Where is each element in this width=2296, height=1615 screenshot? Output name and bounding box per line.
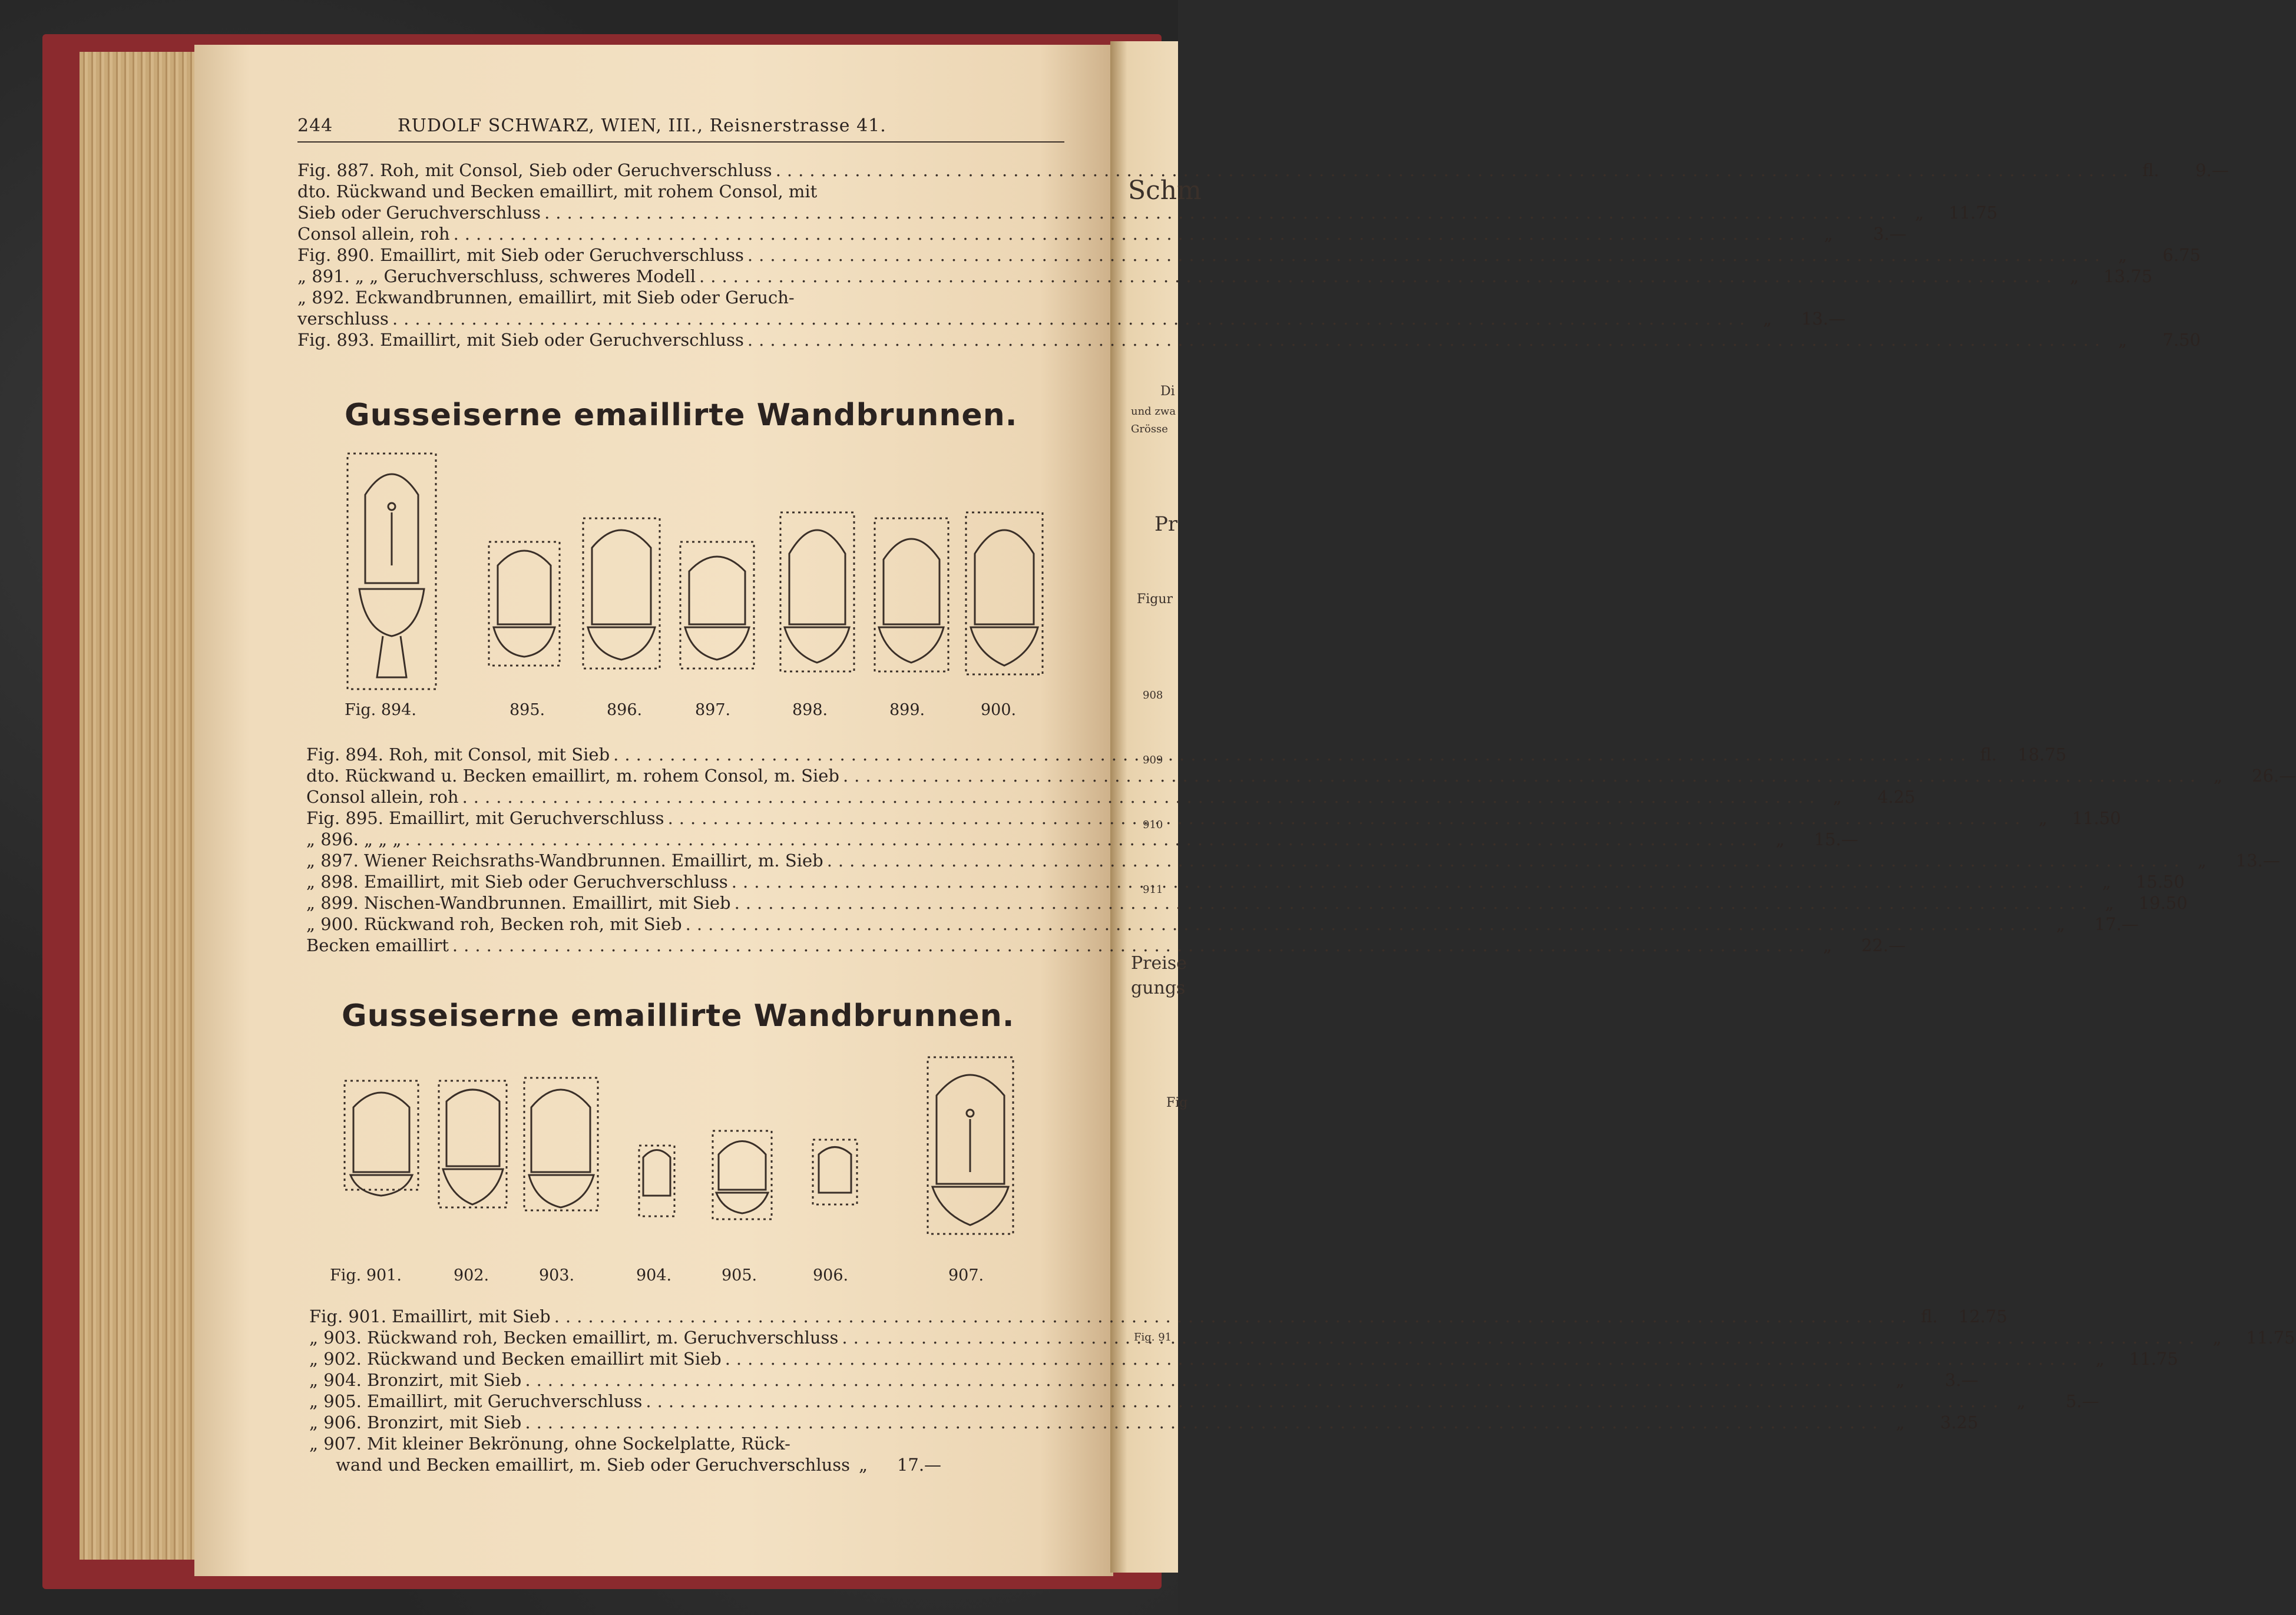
item-text: „ 900. Rückwand roh, Becken roh, mit Sieb — [306, 914, 682, 934]
price-row — [306, 935, 1906, 957]
facing-fragment: und zwa — [1131, 405, 1176, 418]
figure-label: 907. — [948, 1266, 984, 1285]
item-text: Fig. 893. Emaillirt, mit Sieb oder Geruchverschluss — [297, 330, 744, 350]
section-title: Gusseiserne emaillirte Wandbrunnen. — [342, 998, 1015, 1034]
facing-fragment: Fig — [1166, 1096, 1188, 1110]
currency-unit: „ — [1895, 1370, 1905, 1390]
facing-fragment: Pr — [1154, 512, 1178, 536]
price-row — [297, 224, 1907, 245]
currency-unit: „ — [2105, 893, 2114, 913]
item-text: „ 897. Wiener Reichsraths-Wandbrunnen. Emaillirt, m. Sieb — [306, 850, 823, 871]
facing-fragment: 909 — [1143, 754, 1163, 766]
price-row — [306, 829, 1858, 850]
figure-label: 899. — [889, 701, 925, 719]
price-row — [309, 1370, 1979, 1391]
price-row — [297, 287, 1063, 309]
item-text: Sieb oder Geruchverschluss — [297, 203, 541, 223]
page-number: 244 — [297, 115, 333, 136]
item-text: Fig. 894. Roh, mit Consol, mit Sieb — [306, 744, 610, 765]
facing-fragment: 910 — [1143, 819, 1163, 831]
figure-label: 906. — [813, 1266, 849, 1285]
facing-fragment: gungs — [1131, 978, 1186, 998]
item-price: 22.— — [1861, 935, 1906, 955]
facing-fragment: 908 — [1143, 689, 1163, 701]
price-row — [297, 203, 1998, 224]
item-text: „ 898. Emaillirt, mit Sieb oder Geruchverschluss — [306, 872, 728, 892]
item-price: 13.75 — [2103, 266, 2153, 286]
price-row — [309, 1306, 2007, 1328]
price-row — [309, 1434, 1075, 1455]
currency-unit: „ — [2214, 766, 2223, 786]
facing-fragment: Fig. 91 — [1134, 1331, 1172, 1343]
item-text: verschluss — [297, 309, 389, 329]
item-text: Fig. 887. Roh, mit Consol, Sieb oder Geruchverschluss — [297, 160, 772, 180]
currency-unit: „ — [1763, 309, 1772, 329]
price-row — [297, 309, 1846, 330]
currency-unit: „ — [2095, 1349, 2105, 1369]
currency-unit: fl. — [2142, 160, 2159, 180]
item-text: Fig. 890. Emaillirt, mit Sieb oder Geruchverschluss — [297, 245, 744, 265]
currency-unit: „ — [2016, 1391, 2026, 1411]
item-text: „ 891. „ „ Geruchverschluss, schweres Modell — [297, 266, 696, 286]
price-row — [309, 1349, 2178, 1370]
currency-unit: „ — [1823, 935, 1832, 955]
currency-unit: „ — [2070, 266, 2079, 286]
figure-label: 905. — [722, 1266, 757, 1285]
fountain-illustrations-row-2 — [342, 1054, 1048, 1243]
currency-unit: „ — [2197, 850, 2206, 871]
price-row — [306, 766, 2296, 787]
item-text: Fig. 901. Emaillirt, mit Sieb — [309, 1306, 551, 1326]
figure-label: Fig. 901. — [330, 1266, 402, 1285]
price-row — [336, 1455, 1075, 1476]
item-text: „ 892. Eckwandbrunnen, emaillirt, mit Sieb oder Geruch- — [297, 287, 795, 307]
currency-unit: „ — [2038, 808, 2047, 828]
item-text: Consol allein, roh — [306, 787, 459, 807]
item-text: „ 906. Bronzirt, mit Sieb — [309, 1412, 522, 1432]
figure-label: 904. — [636, 1266, 672, 1285]
facing-fragment: 911 — [1143, 883, 1163, 896]
currency-unit: „ — [1775, 829, 1785, 849]
item-price: 13.— — [1801, 309, 1846, 329]
item-text: „ 902. Rückwand und Becken emaillirt mit Sieb — [309, 1349, 722, 1369]
figure-label: 896. — [607, 701, 643, 719]
facing-fragment: Grösse — [1131, 423, 1168, 435]
item-price: 11.75 — [2246, 1328, 2295, 1348]
item-price: 9.— — [2195, 160, 2229, 180]
item-text: „ 904. Bronzirt, mit Sieb — [309, 1370, 522, 1390]
item-price: 18.75 — [2017, 744, 2067, 765]
page-edges — [80, 52, 197, 1560]
price-row — [297, 266, 2153, 287]
price-row — [309, 1412, 1979, 1434]
item-text: „ 899. Nischen-Wandbrunnen. Emaillirt, mit Sieb — [306, 893, 731, 913]
price-row — [306, 914, 2139, 935]
price-row — [306, 850, 2280, 872]
item-price: 6.75 — [2162, 245, 2201, 265]
item-text: Consol allein, roh — [297, 224, 450, 244]
figure-label: Fig. 894. — [345, 701, 416, 719]
currency-unit: „ — [1895, 1412, 1905, 1432]
facing-fragment: Figur — [1137, 592, 1173, 607]
currency-unit: „ — [859, 1455, 868, 1475]
facing-fragment: Preise — [1131, 953, 1187, 974]
item-text: „ 903. Rückwand roh, Becken emaillirt, m. Geruchverschluss — [309, 1328, 839, 1348]
item-price: 12.75 — [1958, 1306, 2007, 1326]
fountain-illustrations-row-1 — [342, 448, 1048, 695]
currency-unit: „ — [2118, 245, 2128, 265]
item-text: dto. Rückwand u. Becken emaillirt, m. rohem Consol, m. Sieb — [306, 766, 839, 786]
item-price: 17.— — [2094, 914, 2139, 934]
item-price: 11.75 — [1948, 203, 1998, 223]
price-row — [306, 787, 1915, 808]
price-row — [297, 181, 1063, 203]
item-price: 11.75 — [2129, 1349, 2178, 1369]
item-price: 17.— — [896, 1455, 942, 1475]
currency-unit: fl. — [1921, 1306, 1938, 1326]
price-row — [297, 330, 2201, 351]
item-text: „ 896. „ „ „ — [306, 829, 402, 849]
item-text: Becken emaillirt — [306, 935, 449, 955]
currency-unit: „ — [2212, 1328, 2222, 1348]
price-row — [297, 245, 2201, 266]
currency-unit: „ — [2102, 872, 2111, 892]
figure-label: 900. — [981, 701, 1017, 719]
currency-unit: „ — [1832, 787, 1842, 807]
price-row — [309, 1391, 2099, 1412]
item-price: 13.— — [2235, 850, 2280, 871]
figure-label: 898. — [792, 701, 828, 719]
item-price: 15.— — [1814, 829, 1858, 849]
item-price: 15.50 — [2135, 872, 2185, 892]
figure-label: 903. — [539, 1266, 575, 1285]
currency-unit: „ — [2056, 914, 2065, 934]
facing-fragment: Schm — [1128, 176, 1202, 206]
item-price: 3.— — [1944, 1370, 1979, 1390]
item-price: 5.— — [2065, 1391, 2099, 1411]
figure-label: 897. — [695, 701, 731, 719]
currency-unit: fl. — [1980, 744, 1997, 765]
figure-label: 902. — [454, 1266, 489, 1285]
item-price: 26.— — [2252, 766, 2296, 786]
item-text: wand und Becken emaillirt, m. Sieb oder Geruchverschluss — [336, 1455, 851, 1475]
item-text: „ 907. Mit kleiner Bekrönung, ohne Sockelplatte, Rück- — [309, 1434, 790, 1454]
item-price: 7.50 — [2162, 330, 2201, 350]
currency-unit: „ — [1915, 203, 1924, 223]
header-title: RUDOLF SCHWARZ, WIEN, III., Reisnerstrasse 41. — [398, 115, 886, 136]
section-title: Gusseiserne emaillirte Wandbrunnen. — [345, 398, 1018, 433]
figure-label: 895. — [510, 701, 545, 719]
item-text: dto. Rückwand und Becken emaillirt, mit rohem Consol, mit — [297, 181, 818, 201]
item-price: 3.25 — [1940, 1412, 1979, 1432]
item-text: „ 905. Emaillirt, mit Geruchverschluss — [309, 1391, 643, 1411]
item-price: 3.— — [1873, 224, 1907, 244]
item-text: Fig. 895. Emaillirt, mit Geruchverschluss — [306, 808, 664, 828]
header-rule — [297, 141, 1064, 143]
currency-unit: „ — [1824, 224, 1833, 244]
facing-fragment: Di — [1160, 384, 1175, 399]
item-price: 19.50 — [2138, 893, 2188, 913]
currency-unit: „ — [2118, 330, 2128, 350]
price-row — [297, 160, 2229, 181]
price-row — [306, 893, 2188, 914]
item-price: 11.50 — [2072, 808, 2121, 828]
item-price: 4.25 — [1877, 787, 1915, 807]
